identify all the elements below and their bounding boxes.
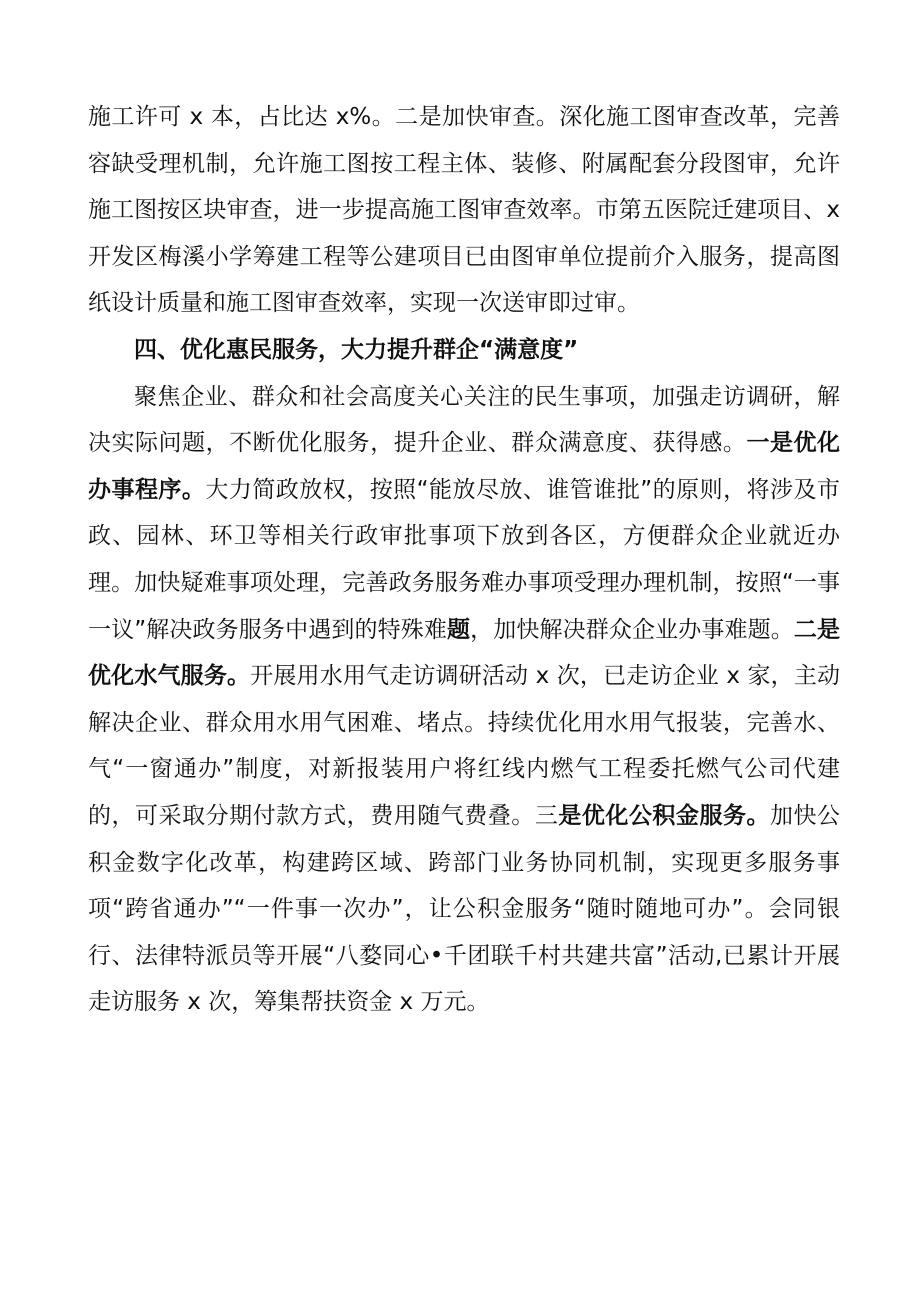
point1-text-bold: 题: [446, 616, 471, 643]
point2-text: 开展用水用气走访调研活动 x 次，已走访企业 x 家，主动解决企业、群众用水用气困难、堵点。持续优化用水用气报装，完善水、气“一窗通办”制度，对新报装用户将红线内燃气工程委托燃气公司代建的，可采取分期付款方式，费用随气费叠。: [88, 663, 841, 829]
point1-title: 一是优化办事程序。: [88, 430, 841, 503]
point2-title: 二是优化水气服务。: [88, 616, 841, 690]
point3-title: 是优化公积金服务。: [558, 802, 770, 829]
point3-text: 加快公积金数字化改革，构建跨区域、跨部门业务协同机制，实现更多服务事项“跨省通办”“一件事一次办”，让公积金服务“随时随地可办”。会同银行、法律特派员等开展“八婺同心•千团联千村共建共富”活动,已累计开展走访服务 x 次，筹集帮扶资金 x 万元。: [88, 802, 841, 1016]
intro-text: 聚焦企业、群众和社会高度关心关注的民生事项，加强走访调研，解决实际问题，不断优化服务，提升企业、群众满意度、获得感。: [88, 383, 840, 457]
document-page: [88, 94, 840, 1026]
point1-text-a: 大力简政放权，按照“能放尽放、谁管谁批”的原则，将涉及市政、园林、环卫等相关行政审批事项下放到各区，方便群众企业就近办理。加快疑难事项处理，完善政务服务难办事项受理办理机制，按照“一事一议”解决政务服务中遇到的特殊难: [88, 476, 840, 643]
point1-text-b: ，加快解决群众企业办事难题。: [470, 616, 794, 643]
section-heading-4: 四、优化惠民服务，大力提升群企“满意度”: [134, 336, 579, 363]
paragraph-public-service: [88, 374, 840, 1026]
paragraph-construction-review: 施工许可 x 本，占比达 x%。二是加快审查。深化施工图审查改革，完善容缺受理机制，允许施工图按工程主体、装修、附属配套分段图审，允许施工图按区块审查，进一步提高施工图审查效率。市第五医院迁建项目、x 开发区梅溪小学筹建工程等公建项目已由图审单位提前介入服务，提高图纸设计质量和施工图审查效率，实现一次送审即过审。: [88, 104, 840, 317]
point3-prefix: 三: [534, 802, 559, 829]
